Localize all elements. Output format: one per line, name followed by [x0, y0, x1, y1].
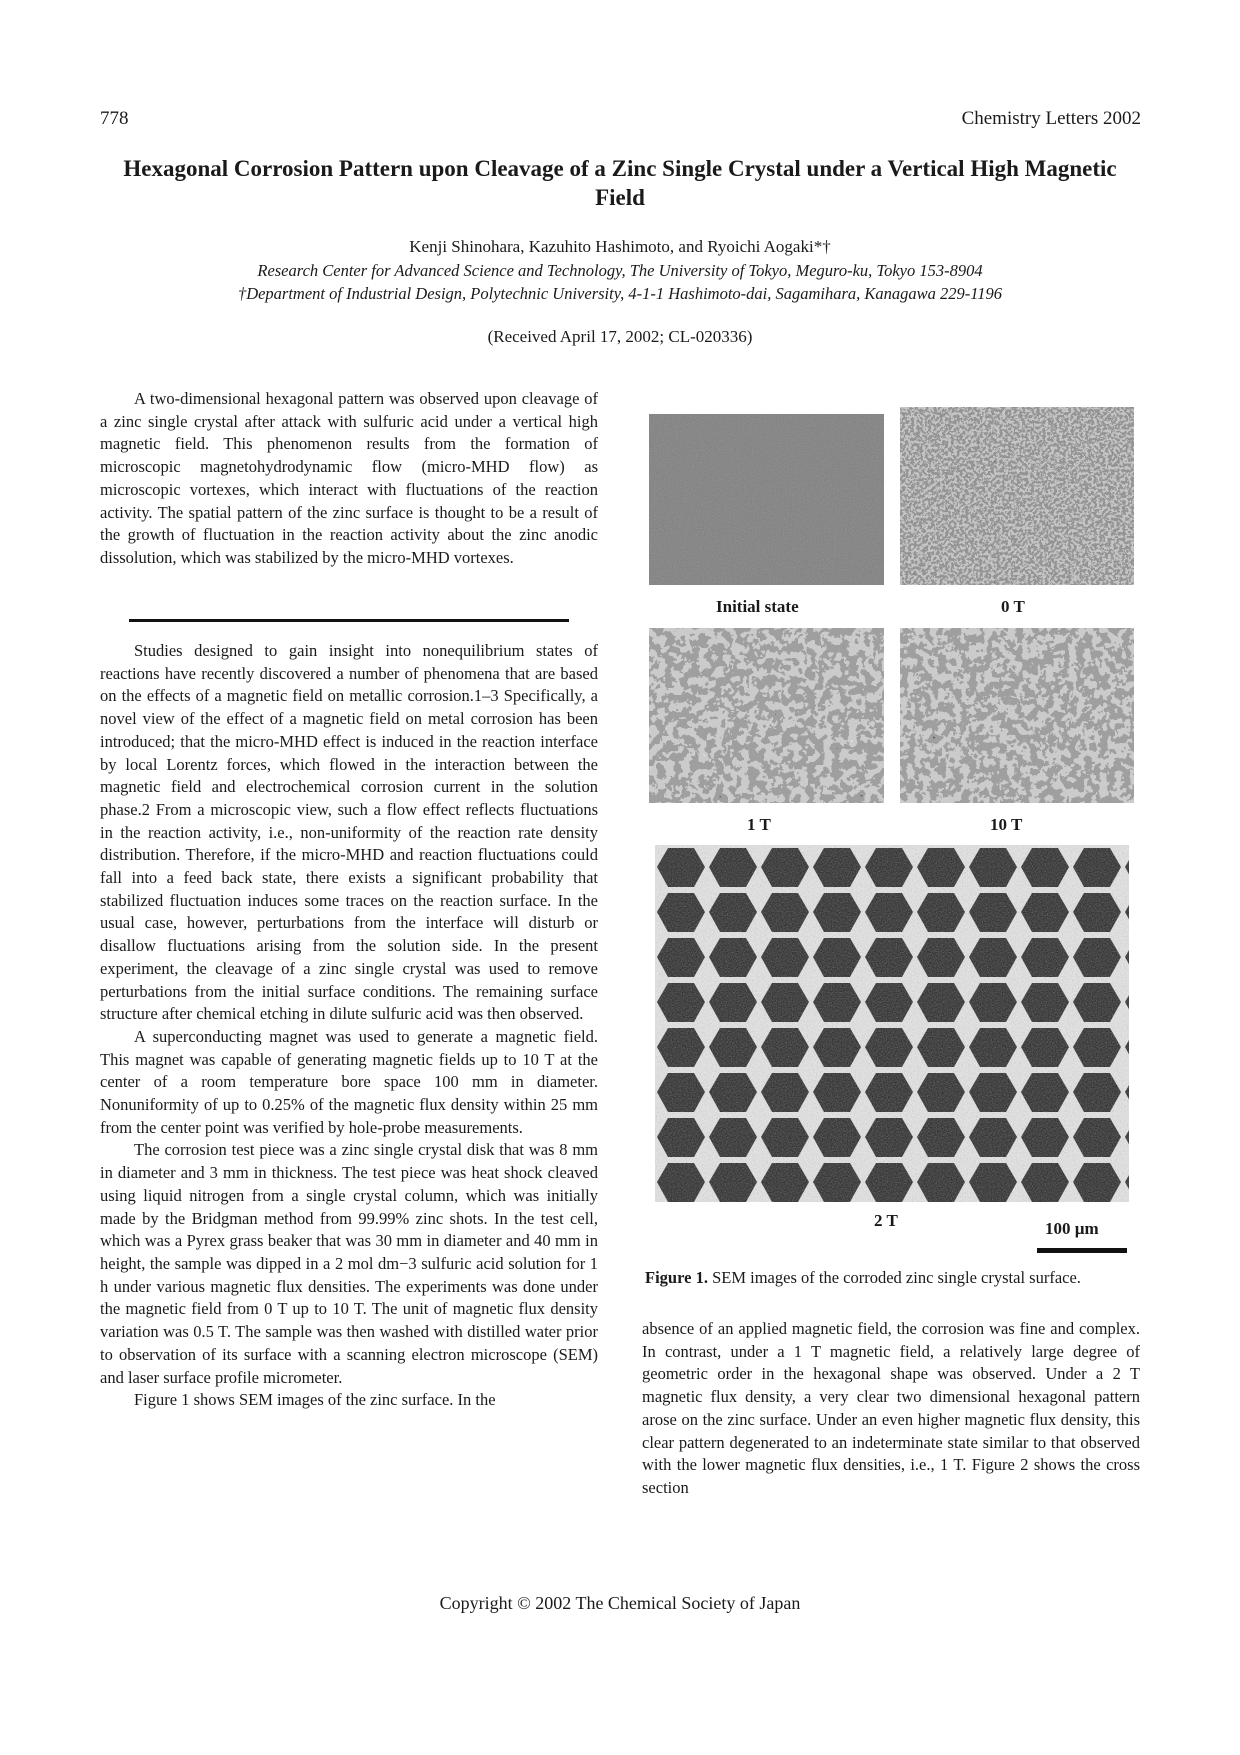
page-number: 778 [100, 108, 129, 129]
body-left-column [100, 640, 598, 1412]
sem-image-0t [900, 407, 1134, 585]
sem-image-1t [649, 628, 884, 803]
scale-bar [1037, 1248, 1127, 1253]
panel-label-2t: 2 T [874, 1211, 898, 1230]
received-date: (Received April 17, 2002; CL-020336) [487, 327, 753, 346]
sem-image-initial-state [649, 414, 884, 585]
panel-label-initial-state: Initial state [716, 597, 799, 616]
affiliation-1: Research Center for Advanced Science and Technology, The University of Tokyo, Meguro-ku, Tokyo 153-8904 [257, 261, 983, 280]
body-paragraph: absence of an applied magnetic field, the corrosion was fine and complex. In contrast, under a 1 T magnetic field, a relatively large degree of geometric order in the hexagonal shape was observed. Under a 2 T magnetic flux density, a very clear two dimensional hexagonal pattern arose on the zinc surface. Under an even higher magnetic flux density, this clear pattern degenerated to an indeterminate state similar to that observed with the lower magnetic flux densities, i.e., 1 T. Figure 2 shows the cross section [642, 1319, 1140, 1497]
sem-image-2t [655, 845, 1129, 1202]
body-paragraph: The corrosion test piece was a zinc single crystal disk that was 8 mm in diameter and 3 mm in thickness. The test piece was heat shock cleaved using liquid nitrogen from a single crystal column, which was initially made by the Bridgman method from 99.99% zinc shots. In the test cell, which was a Pyrex grass beaker that was 30 mm in diameter and 40 mm in height, the sample was dipped in a 2 mol dm−3 sulfuric acid solution for 1 h under various magnetic flux densities. The experiments was done under the magnetic field from 0 T up to 10 T. The unit of magnetic flux density variation was 0.5 T. The sample was then washed with distilled water prior to observation of its surface with a scanning electron microscope (SEM) and laser surface profile micrometer. [100, 1140, 598, 1387]
authors: Kenji Shinohara, Kazuhito Hashimoto, and Ryoichi Aogaki*† [409, 237, 831, 256]
body-paragraph: A superconducting magnet was used to generate a magnetic field. This magnet was capable of generating magnetic fields up to 10 T at the center of a room temperature bore space 100 mm in diameter. Nonuniformity of up to 0.25% of the magnetic flux density within 25 mm from the center point was verified by hole-probe measurements. [100, 1026, 598, 1137]
article-title: Hexagonal Corrosion Pattern upon Cleavage of a Zinc Single Crystal under a Vertical High Magnetic Field [123, 156, 1117, 210]
panel-label-10t: 10 T [990, 815, 1023, 834]
figure-caption [645, 1267, 1137, 1289]
sem-image-10t [900, 628, 1134, 803]
abstract-divider [129, 619, 569, 622]
abstract [100, 388, 598, 570]
abstract-text: A two-dimensional hexagonal pattern was observed upon cleavage of a zinc single crystal after attack with sulfuric acid under a vertical high magnetic field. This phenomenon results from the formation of microscopic magnetohydrodynamic flow (micro-MHD flow) as microscopic vortexes, which interact with fluctuations of the reaction activity. The spatial pattern of the zinc surface is thought to be a result of the growth of fluctuation in the reaction activity about the zinc anodic dissolution, which was stabilized by the micro-MHD vortexes. [100, 389, 598, 567]
affiliation-2: †Department of Industrial Design, Polytechnic University, 4-1-1 Hashimoto-dai, Sagamihara, Kanagawa 229-1196 [237, 284, 1003, 303]
body-paragraph: Figure 1 shows SEM images of the zinc surface. In the [134, 1390, 496, 1410]
journal-name: Chemistry Letters 2002 [961, 108, 1141, 129]
caption-lead: Figure 1. [645, 1268, 708, 1287]
body-paragraph: Studies designed to gain insight into nonequilibrium states of reactions have recently discovered a number of phenomena that are based on the effects of a magnetic field on metallic corrosion.1–3 Specifically, a novel view of the effect of a magnetic field on metal corrosion has been introduced; that the micro-MHD effect is induced in the reaction interface by local Lorentz forces, which flowed in the interaction between the magnetic field and electrochemical corrosion current in the solution phase.2 From a microscopic view, such a flow effect reflects fluctuations in the reaction activity, i.e., non-uniformity of the reaction rate density distribution. Therefore, if the micro-MHD and reaction fluctuations could fall into a feed back state, there exists a significant probability that stabilized fluctuation induces some traces on the reaction surface. In the usual case, however, perturbations from the interface will disturb or disallow fluctuations arising from the solution side. In the present experiment, the cleavage of a zinc single crystal was used to remove perturbations from the initial surface conditions. The remaining surface structure after chemical etching in dilute sulfuric acid was then observed. [100, 641, 598, 1024]
body-right-column [642, 1318, 1140, 1500]
scale-bar-label: 100 µm [1045, 1219, 1099, 1238]
panel-label-1t: 1 T [747, 815, 771, 834]
panel-label-0t: 0 T [1001, 597, 1025, 616]
caption-text: SEM images of the corroded zinc single crystal surface. [707, 1268, 1081, 1287]
copyright-footer: Copyright © 2002 The Chemical Society of Japan [439, 1593, 801, 1613]
